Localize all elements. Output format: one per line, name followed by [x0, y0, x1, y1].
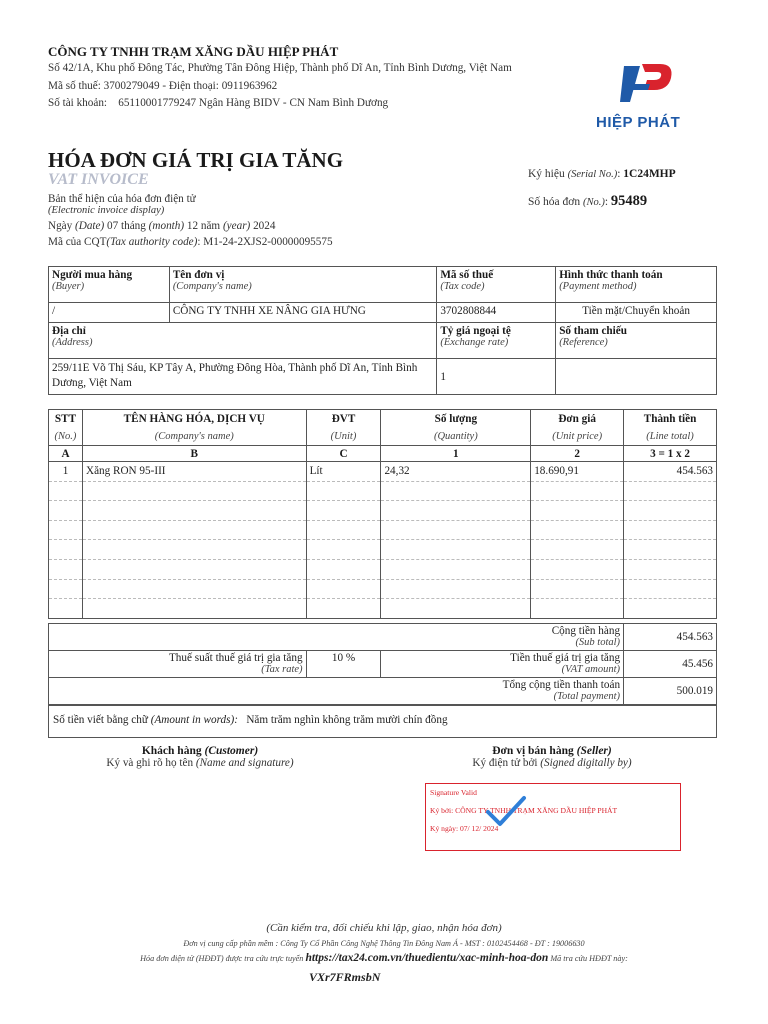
customer-signature: [90, 745, 310, 769]
col-code-b: B: [82, 446, 306, 462]
cqt-label-en: (Tax authority code): [106, 236, 198, 248]
subtotal-label-cell: [49, 624, 624, 651]
words-label: Số tiền viết bằng chữ: [53, 714, 148, 726]
invoice-number: 95489: [610, 193, 648, 209]
vat-amount-value: 45.456: [624, 651, 717, 678]
signed-by: Ký bởi: CÔNG TY TNHH TRẠM XĂNG DẦU HIỆP PHÁT: [430, 806, 618, 815]
company-label: Tên đơn vị: [172, 269, 225, 281]
lookup-code: VXr7FRmsbN: [309, 970, 381, 984]
table-row-empty: [49, 520, 717, 540]
ref-label: Số tham chiếu: [559, 325, 627, 337]
cqt-code-line: Mã của CQT(Tax authority code): M1-24-2XJS2-00000095575: [48, 236, 333, 248]
vat-rate-label-cell: [49, 651, 307, 678]
logo-mark-icon: [594, 56, 704, 112]
month-label-en: (month): [148, 220, 185, 232]
buyer-label-en: (Buyer): [52, 281, 85, 292]
total-label-en: (Total payment): [553, 691, 621, 703]
vat-rate-label: Thuế suất thuế giá trị gia tăng: [168, 651, 303, 664]
rate-value: 1: [437, 359, 556, 395]
company-label-en: (Company's name): [172, 281, 252, 292]
date-label-en: (Date): [75, 220, 105, 232]
address-value: 259/11E Võ Thị Sáu, KP Tây A, Phường Đông Hòa, Thành phố Dĩ An, Tỉnh Bình Dương, Việt Nam: [49, 359, 437, 395]
col-stt: STT: [49, 410, 83, 429]
invoice-display: Bản thể hiện của hóa đơn điện tử: [48, 193, 196, 205]
serial-line: Ký hiệu (Serial No.): 1C24MHP: [528, 168, 676, 180]
invoice-title-en: VAT INVOICE: [48, 171, 149, 188]
buyer-table: [48, 266, 717, 395]
item-total: 454.563: [624, 462, 717, 482]
total-label-cell: [49, 678, 624, 705]
col-name-en: (Company's name): [82, 429, 306, 446]
invoice-no-label-en: (No.): [582, 197, 605, 208]
lookup-suffix: Mã tra cứu HĐĐT này:: [550, 954, 628, 963]
items-table: [48, 409, 717, 619]
footer-provider: Đơn vị cung cấp phần mềm : Công Ty Cổ Phần Công Nghệ Thông Tin Đông Nam Á - MST : 0102454468 - ĐT : 19006630: [183, 939, 585, 948]
vat-rate-value: 10 %: [306, 651, 381, 678]
table-row-empty: [49, 481, 717, 501]
customer-label: Khách hàng: [141, 745, 202, 757]
words-label-en: (Amount in words):: [150, 714, 238, 726]
col-price-en: (Unit price): [531, 429, 624, 446]
serial-label: Ký hiệu: [528, 168, 565, 180]
company-name: CÔNG TY TNHH TRẠM XĂNG DẦU HIỆP PHÁT: [48, 44, 339, 59]
company-bank: [48, 97, 388, 109]
col-qty-en: (Quantity): [381, 429, 531, 446]
table-row: [49, 462, 717, 482]
buyer-label: Người mua hàng: [52, 269, 133, 281]
company-address: Số 42/1A, Khu phố Đông Tác, Phường Tân Đông Hiệp, Thành phố Dĩ An, Tỉnh Bình Dương, Việt Nam: [48, 62, 512, 74]
col-code-c: C: [306, 446, 381, 462]
date-month: 12: [186, 220, 199, 232]
table-row-empty: [49, 599, 717, 619]
logo-text: HIỆP PHÁT: [596, 114, 681, 131]
table-row-empty: [49, 559, 717, 579]
item-name: Xăng RON 95-III: [82, 462, 306, 482]
seller-label: Đơn vị bán hàng: [492, 745, 574, 757]
invoice-number-line: Số hóa đơn (No.): 95489: [528, 193, 648, 209]
seller-sub: Ký điện tử bởi: [472, 757, 538, 769]
vat-rate-label-en: (Tax rate): [261, 664, 303, 676]
customer-sub: Ký và ghi rõ họ tên: [106, 757, 194, 769]
company-value: CÔNG TY TNHH XE NÂNG GIA HƯNG: [169, 303, 437, 323]
table-row-empty: [49, 540, 717, 560]
invoice-no-label: Số hóa đơn: [528, 196, 581, 208]
customer-sub-en: (Name and signature): [195, 757, 294, 769]
total-label: Tổng cộng tiền thanh toán: [502, 678, 621, 691]
cqt-label: Mã của CQT: [48, 236, 107, 248]
invoice-display-en: (Electronic invoice display): [48, 205, 165, 216]
ref-value: [556, 359, 717, 395]
buyer-tax-label: Mã số thuế: [440, 269, 494, 281]
rate-label: Tỷ giá ngoại tệ: [440, 325, 511, 337]
col-unit: ĐVT: [306, 410, 381, 429]
buyer-tax-value: 3702808844: [437, 303, 556, 323]
invoice-title: HÓA ĐƠN GIÁ TRỊ GIA TĂNG: [48, 148, 344, 172]
totals-table: [48, 623, 717, 705]
item-unit: Lít: [306, 462, 381, 482]
col-total: Thành tiền: [624, 410, 717, 429]
subtotal-value: 454.563: [624, 624, 717, 651]
col-total-en: (Line total): [624, 429, 717, 446]
item-price: 18.690,91: [531, 462, 624, 482]
cqt-code: M1-24-2XJS2-00000095575: [203, 236, 333, 248]
footer-lookup: [0, 952, 768, 964]
date-year: 2024: [253, 220, 276, 232]
col-name: TÊN HÀNG HÓA, DỊCH VỤ: [82, 410, 306, 429]
rate-label-en: (Exchange rate): [440, 337, 509, 348]
lookup-prefix: Hóa đơn điện tử (HĐĐT) được tra cứu trực tuyến: [140, 954, 304, 963]
serial-value: 1C24MHP: [623, 168, 676, 180]
vat-amount-label: Tiền thuế giá trị gia tăng: [510, 651, 621, 664]
checkmark-icon: [484, 794, 528, 830]
col-code-3: 3 = 1 x 2: [624, 446, 717, 462]
buyer-tax-label-en: (Tax code): [440, 281, 485, 292]
year-label: năm: [200, 220, 221, 232]
address-label: Địa chỉ: [52, 325, 86, 337]
subtotal-label-en: (Sub total): [575, 637, 621, 649]
table-row-empty: [49, 501, 717, 521]
date-label: Ngày: [48, 220, 73, 232]
col-code-1: 1: [381, 446, 531, 462]
customer-label-en: (Customer): [204, 745, 259, 757]
payment-value: Tiền mặt/Chuyển khoản: [556, 303, 717, 323]
lookup-url-link[interactable]: https://tax24.com.vn/thuedientu/xac-minh-hoa-don: [305, 952, 549, 964]
buyer-value: /: [49, 303, 170, 323]
company-logo: [594, 56, 704, 136]
col-code-2: 2: [531, 446, 624, 462]
payment-label-en: (Payment method): [559, 281, 637, 292]
vat-amount-label-en: (VAT amount): [561, 664, 621, 676]
signed-date: Ký ngày: 07/ 12/ 2024: [430, 824, 499, 833]
seller-label-en: (Seller): [576, 745, 612, 757]
company-tax-phone: Mã số thuế: 3700279049 - Điện thoại: 0911963962: [48, 80, 278, 92]
bank-value: 65110001779247 Ngân Hàng BIDV - CN Nam Bình Dương: [118, 97, 389, 109]
vat-amount-label-cell: [381, 651, 624, 678]
seller-sub-en: (Signed digitally by): [540, 757, 632, 769]
subtotal-label: Cộng tiền hàng: [551, 624, 621, 637]
payment-label: Hình thức thanh toán: [559, 269, 663, 281]
bank-label: Số tài khoản:: [48, 97, 108, 109]
digital-signature-box[interactable]: [425, 783, 681, 851]
amount-in-words: [48, 705, 717, 738]
total-value: 500.019: [624, 678, 717, 705]
col-stt-en: (No.): [49, 429, 83, 446]
month-label: tháng: [121, 220, 146, 232]
ref-label-en: (Reference): [559, 337, 608, 348]
year-label-en: (year): [222, 220, 251, 232]
table-row-empty: [49, 579, 717, 599]
col-price: Đơn giá: [531, 410, 624, 429]
item-stt: 1: [49, 462, 83, 482]
address-label-en: (Address): [52, 337, 93, 348]
words-value: Năm trăm nghìn không trăm mười chín đồng: [246, 714, 448, 726]
col-qty: Số lượng: [381, 410, 531, 429]
col-code-a: A: [49, 446, 83, 462]
serial-label-en: (Serial No.): [567, 169, 618, 180]
col-unit-en: (Unit): [306, 429, 381, 446]
date-day: 07: [107, 220, 119, 232]
item-qty: 24,32: [381, 462, 531, 482]
invoice-date: [48, 220, 275, 232]
signature-valid: Signature Valid: [430, 788, 477, 797]
footer-check-note: (Cần kiểm tra, đối chiếu khi lập, giao, nhận hóa đơn): [266, 922, 502, 934]
seller-signature: [440, 745, 664, 769]
